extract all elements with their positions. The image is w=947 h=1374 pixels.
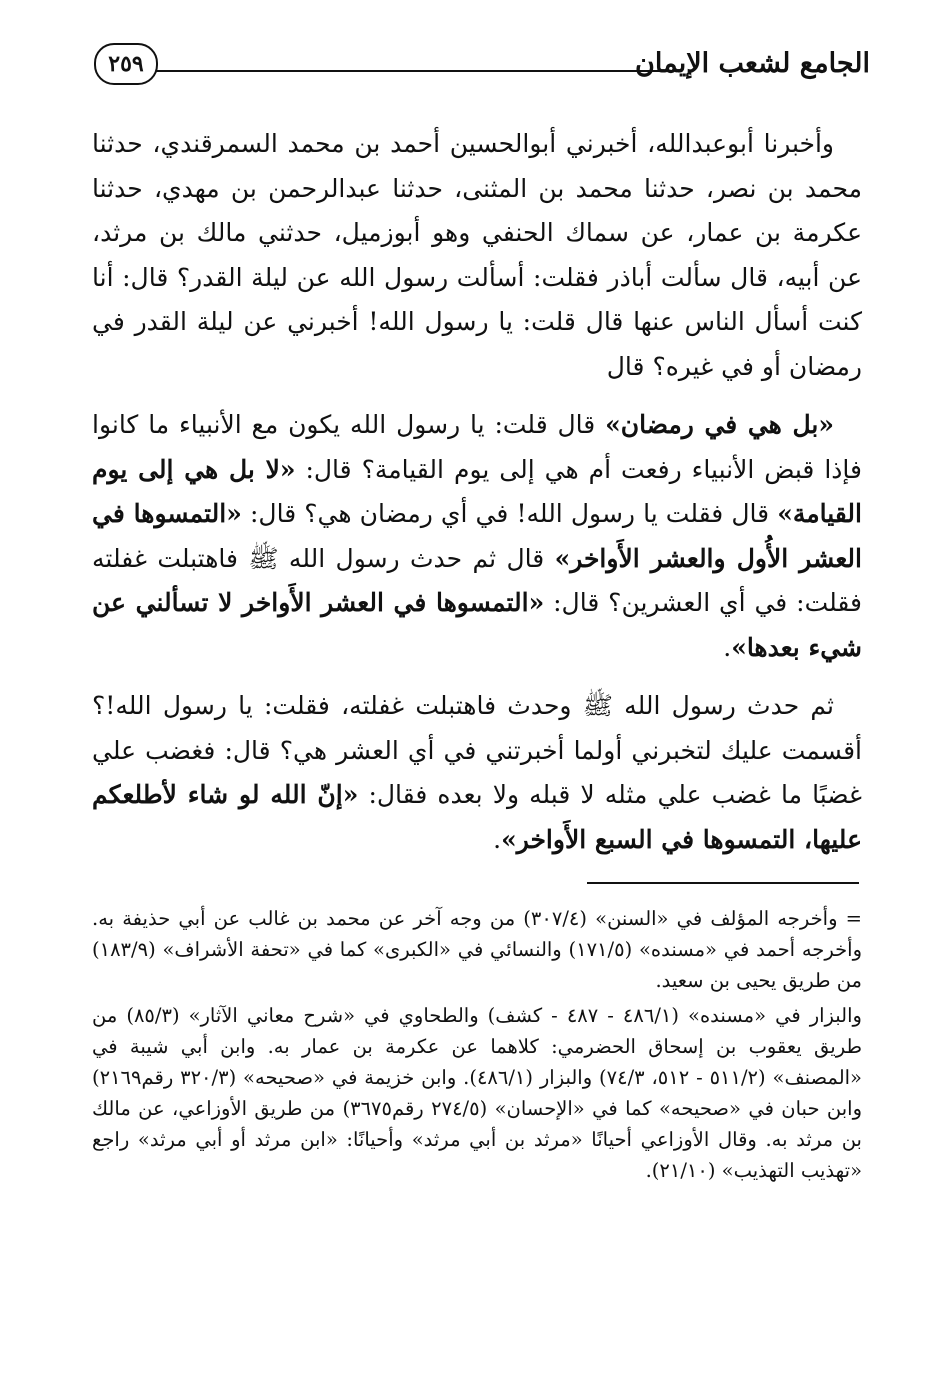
footnote-separator xyxy=(587,882,859,884)
footnote-2: والبزار في «مسنده» (٤٨٦/١ - ٤٨٧ - كشف) والطحاوي في «شرح معاني الآثار» (٨٥/٣) من طريق يعقوب بن إسحاق الحضرمي: كلاهما عن عكرمة بن عمار به. وابن أبي شيبة في «المصنف» (٥١١/٢ - ٥١٢، ٧٤/٣) والبزار (٤٨٦/١). وابن خزيمة في «صحيحه» (٣٢٠/٣ رقم٢١٦٩) وابن حبان في «صحيحه» كما في «الإحسان» (٢٧٤/٥ رقم٣٦٧٥) من طريق الأوزاعي، عن مالك بن مرثد به. وقال الأوزاعي أحيانًا «مرثد بن أبي مرثد» وأحيانًا: «ابن مرثد أو أبي مرثد» راجع «تهذيب التهذيب» (٢١/١٠). xyxy=(92,1004,863,1182)
hadith-quote: «التمسوها في العشر الأَواخر لا تسألني عن شيء بعدها» xyxy=(92,588,862,662)
narration-text: قال فقلت يا رسول الله! في أي رمضان هي؟ قال: xyxy=(241,499,778,528)
narration-text: قال قلت: يا رسول الله يكون مع الأنبياء ما كانوا فإذا قبض الأنبياء رفعت أم هي إلى يوم القيامة؟ قال: xyxy=(92,410,862,484)
narration-text: قال ثم حدث رسول الله ﷺ فاهتبلت غفلته فقلت: في أي العشرين؟ قال: xyxy=(92,543,863,617)
page-number: ٢٥٩ xyxy=(94,43,158,85)
footnote-1: = وأخرجه المؤلف في «السنن» (٣٠٧/٤) من وجه آخر عن محمد بن غالب عن أبي حذيفة به. وأخرجه أحمد في «مسنده» (١٧١/٥) والنسائي في «الكبرى» كما في «تحفة الأشراف» (١٨٣/٩) من طريق يحيى بن سعيد. xyxy=(92,907,862,992)
footnotes xyxy=(92,903,862,1190)
hadith-quote: «إنّ الله لو شاء لأطلعكم عليها، التمسوها في السبع الأَواخر» xyxy=(92,780,862,854)
narration-text: . xyxy=(723,632,732,662)
hadith-quote: «التمسوها في العشر الأُول والعشر الأَواخر» xyxy=(92,499,862,573)
paragraph-3 xyxy=(92,684,862,862)
narration-text: ثم حدث رسول الله ﷺ وحدث فاهتبلت غفلته، فقلت: يا رسول الله!؟ أقسمت عليك لتخبرني أولما أخبرتني في أي العشر هي؟ قال: فغضب علي غضبًا ما غضب علي مثله لا قبله ولا بعده فقال: xyxy=(92,691,862,809)
paragraph-2 xyxy=(92,403,862,670)
narration-text: . xyxy=(493,824,502,854)
main-text xyxy=(92,122,862,876)
running-title: الجامع لشعب الإيمان xyxy=(635,48,870,79)
hadith-quote: «بل هي في رمضان» xyxy=(605,410,834,439)
page-header xyxy=(90,38,870,108)
paragraph-1: وأخبرنا أبوعبدالله، أخبرني أبوالحسين أحمد بن محمد السمرقندي، حدثنا محمد بن نصر، حدثنا محمد بن المثنى، حدثنا عبدالرحمن بن مهدي، حدثنا عكرمة بن عمار، عن سماك الحنفي وهو أبوزميل، حدثني مالك بن مرثد، عن أبيه، قال سألت أباذر فقلت: أسألت رسول الله عن ليلة القدر؟ قال: أنا كنت أسأل الناس عنها قال قلت: يا رسول الله! أخبرني عن ليلة القدر في رمضان أو في غيره؟ قال xyxy=(92,129,862,381)
hadith-quote: «لا بل هي إلى يوم القيامة» xyxy=(92,454,862,528)
header-rule xyxy=(150,70,670,72)
